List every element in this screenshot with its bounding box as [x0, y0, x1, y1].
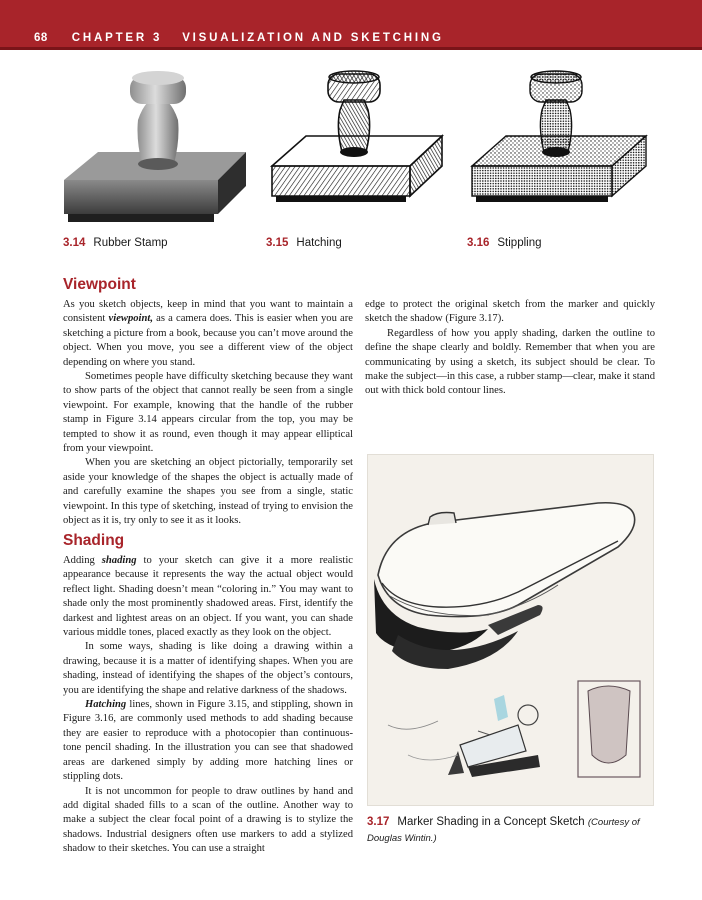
figure-caption-3-14: 3.14 Rubber Stamp [63, 237, 168, 249]
figure-caption-3-17: 3.17 Marker Shading in a Concept Sketch (Courtesy of [367, 816, 640, 828]
paragraph: Adding shading to your sketch can give it a more realistic appearance because it represents the way the actual object would reflect light. Shading doesn’t mean “coloring in.” You may want to shade only the most prominently shadowed areas. First, identify the darkest and lightest areas on an object. If you want, you can shade various middle tones, placed exactly as they look on the object. [63, 555, 353, 639]
right-column-text [365, 298, 655, 399]
paragraph: edge to protect the original sketch from the marker and quickly sketch the shadow (Figure 3.17). [365, 299, 655, 325]
paragraph: Hatching lines, shown in Figure 3.15, and stippling, shown in Figure 3.16, are commonly used methods to add shading because they are easier to reproduce with a photocopier than continuous-tone pencil shading. In the illustration you can see that shadowed areas are darkened simply by adding more hatching lines or stippling dots. [63, 699, 353, 783]
shading-text [63, 554, 353, 857]
chapter-title: VISUALIZATION AND SKETCHING [182, 32, 444, 44]
stippling-stamp-drawing [466, 68, 650, 210]
paragraph: Regardless of how you apply shading, darken the outline to define the shape clearly and boldly. Remember that when you are communicating by using a sketch, its subject should be clear. To make the subject—in this case, a rubber stamp—clear, make it stand out with thick bold contour lines. [365, 327, 655, 397]
paragraph: Sometimes people have difficulty sketching because they want to show parts of the object that cannot really be seen from a single viewpoint. For example, knowing that the handle of the rubber stamp in Figure 3.14 appears circular from the top, you may be tempted to show it as round, even though it may appear elliptical from your viewpoint. [63, 371, 353, 455]
viewpoint-heading: Viewpoint [63, 276, 136, 293]
page-number: 68 [34, 32, 48, 44]
figure-credit: Douglas Wintin.) [367, 833, 437, 844]
rubber-stamp-photo [60, 68, 250, 230]
marker-concept-sketch [367, 454, 654, 806]
chapter-label: CHAPTER 3 [71, 32, 163, 44]
figure-caption-3-15: 3.15 Hatching [266, 237, 342, 249]
paragraph: In some ways, shading is like doing a drawing within a drawing, because it is a matter of identifying shapes. When you are shading, instead of identifying the shapes of the object’s contours, you are identifying the shape and relative darkness of the shadows. [63, 641, 353, 696]
chapter-header-bar [0, 0, 702, 50]
paragraph: When you are sketching an object pictorially, temporarily set aside your knowledge of the shapes the object is actually made of and carefully examine the shapes you see from a single, static viewpoint. In this type of sketching, instead of trying to envision the object as it is, try only to see it as it looks. [63, 457, 353, 527]
running-head [34, 32, 444, 44]
viewpoint-text [63, 298, 353, 529]
paragraph: As you sketch objects, keep in mind that you want to maintain a consistent viewpoint, as a camera does. This is easier when you are sketching a picture from a book, because you can’t move around the object. When you move, you see a different view of the object depending on where you stand. [63, 299, 353, 368]
figure-caption-3-16: 3.16 Stippling [467, 237, 542, 249]
hatching-stamp-drawing [266, 68, 446, 210]
key-term: Hatching [85, 699, 127, 711]
shading-heading: Shading [63, 532, 125, 549]
key-term: shading [101, 555, 137, 566]
paragraph: It is not uncommon for people to draw outlines by hand and add digital shaded fills to a scan of the outline. Another way to make a subject the clear focal point of a drawing is to stylize the shadows. Industrial designers often use markers to add a stylized shadow to their sketches. You can use a straight [63, 785, 353, 855]
key-term: viewpoint, [108, 313, 153, 325]
